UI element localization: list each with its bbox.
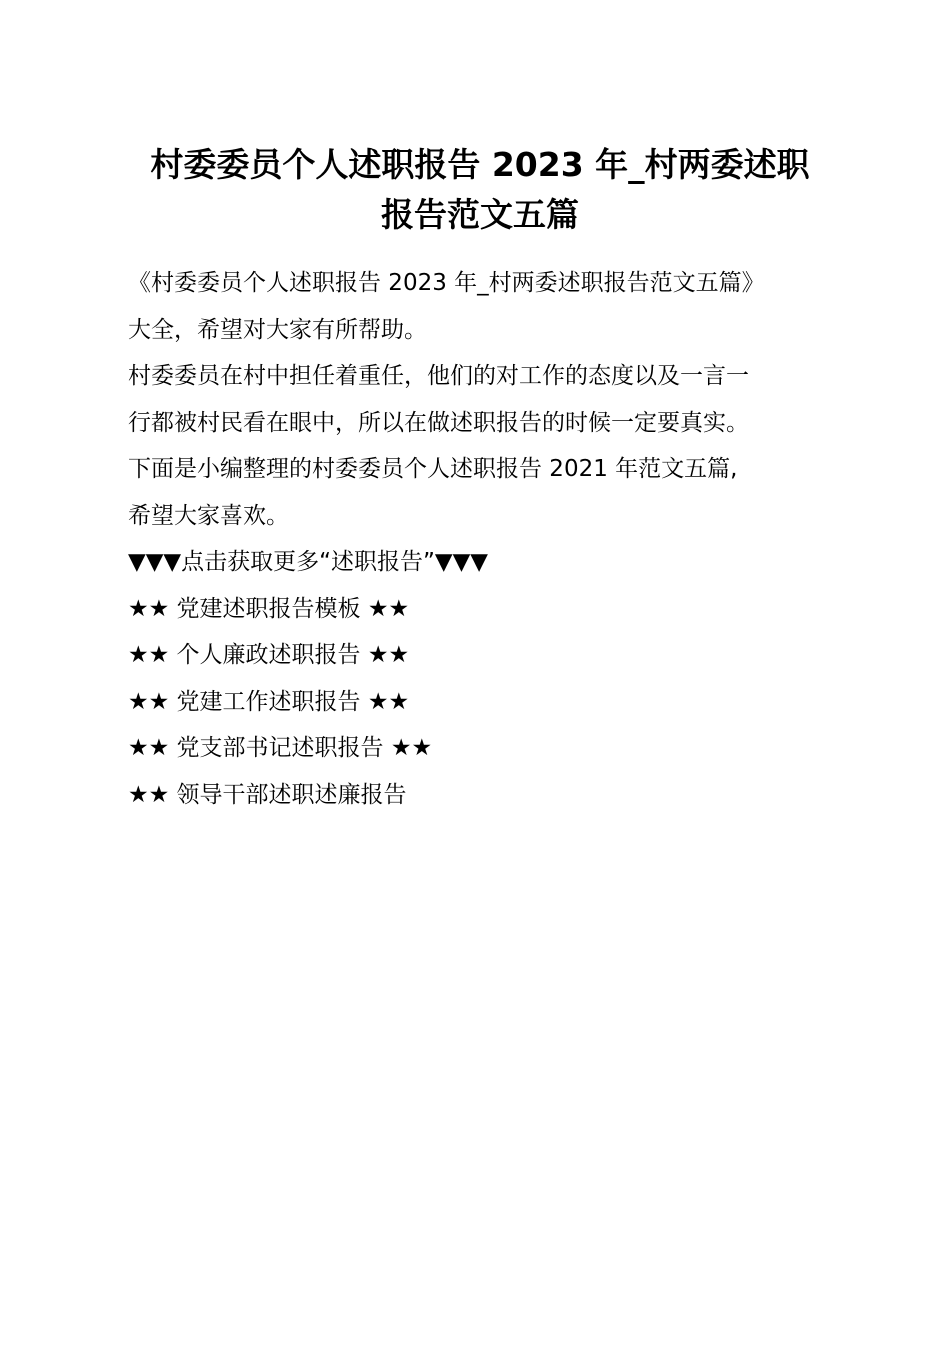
title-line-2: 报告范文五篇: [381, 195, 579, 234]
link-party-building-template[interactable]: ★★ 党建述职报告模板 ★★: [128, 595, 410, 622]
paragraph-line-4: 希望大家喜欢。: [128, 502, 289, 529]
paragraph-line-1: 村委委员在村中担任着重任，他们的对工作的态度以及一言一: [128, 363, 749, 389]
document-body: [128, 260, 828, 818]
document-title: [110, 140, 850, 240]
intro-line-2: 大全，希望对大家有所帮助。: [128, 316, 427, 343]
link-branch-secretary-report[interactable]: ★★ 党支部书记述职报告 ★★: [128, 735, 433, 761]
paragraph-line-3: 下面是小编整理的村委委员个人述职报告 2021 年范文五篇,: [128, 456, 738, 482]
title-line-1: 村委委员个人述职报告 2023 年_村两委述职: [150, 145, 810, 184]
link-party-building-work-report[interactable]: ★★ 党建工作述职报告 ★★: [128, 688, 410, 715]
paragraph-line-2: 行都被村民看在眼中，所以在做述职报告的时候一定要真实。: [128, 409, 749, 436]
promo-link[interactable]: ▼▼▼点击获取更多“述职报告”▼▼▼: [128, 549, 488, 575]
link-leader-integrity-report[interactable]: ★★ 领导干部述职述廉报告: [128, 781, 407, 808]
link-personal-integrity-report[interactable]: ★★ 个人廉政述职报告 ★★: [128, 642, 410, 668]
intro-line-1: 《村委委员个人述职报告 2023 年_村两委述职报告范文五篇》: [128, 270, 765, 296]
